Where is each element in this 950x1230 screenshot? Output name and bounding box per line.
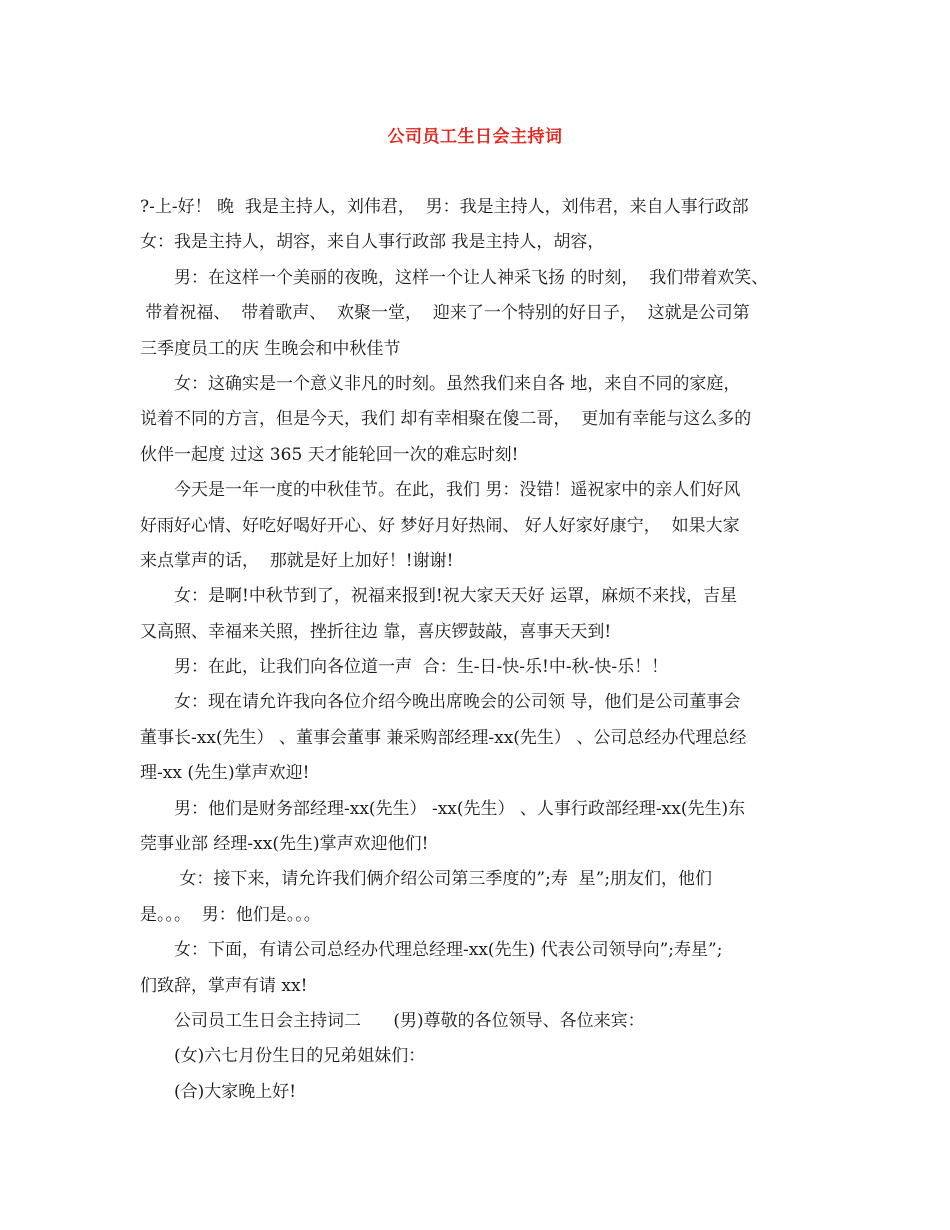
paragraph-line: 带着祝福、 带着歌声、 欢聚一堂， 迎来了一个特别的好日子， 这就是公司第 <box>140 303 750 324</box>
paragraph-line: 男：他们是财务部经理-xx(先生） -xx(先生） 、人事行政部经理-xx(先生)东 <box>174 798 746 819</box>
paragraph-line: 女：这确实是一个意义非凡的时刻。虽然我们来自各 地，来自不同的家庭， <box>174 373 741 394</box>
paragraph-line: 三季度员工的庆 生晚会和中秋佳节 <box>140 338 401 359</box>
paragraph-line: 又高照、幸福来关照，挫折往边 靠，喜庆锣鼓敲，喜事天天到! <box>140 621 612 642</box>
paragraph-line: ?-上-好！ 晚 我是主持人，刘伟君， 男：我是主持人，刘伟君，来自人事行政部 <box>140 197 749 217</box>
paragraph-line: 女：接下来，请允许我们俩介绍公司第三季度的”;寿 星”;朋友们，他们 <box>174 869 713 890</box>
paragraph-line: 莞事业部 经理-xx(先生)掌声欢迎他们! <box>140 834 429 855</box>
document-title: 公司员工生日会主持词 <box>387 127 563 147</box>
paragraph-line: 女：现在请允许我向各位介绍今晚出席晚会的公司领 导，他们是公司董事会 <box>174 692 741 713</box>
paragraph-line: 女：下面，有请公司总经办代理总经理-xx(先生) 代表公司领导向”;寿星”; <box>174 940 723 961</box>
paragraph-line: 伙伴一起度 过这 365 天才能轮回一次的难忘时刻! <box>140 444 519 465</box>
paragraph-line: 女：我是主持人，胡容，来自人事行政部 我是主持人，胡容， <box>140 232 605 253</box>
paragraph-line: 们致辞，掌声有请 xx! <box>140 975 308 996</box>
paragraph-line: 公司员工生日会主持词二 (男)尊敬的各位领导、各位来宾： <box>174 1010 645 1031</box>
paragraph-line: 女：是啊!中秋节到了，祝福来报到!祝大家天天好 运罩，麻烦不来找，吉星 <box>174 586 738 607</box>
paragraph-line: 董事长-xx(先生） 、董事会董事 兼采购部经理-xx(先生） 、公司总经办代理总经 <box>140 727 747 748</box>
paragraph-line: 说着不同的方言，但是今天，我们 却有幸相聚在傻二哥， 更加有幸能与这么多的 <box>140 409 752 430</box>
paragraph-line: 男：在这样一个美丽的夜晚，这样一个让人神采飞扬 的时刻， 我们带着欢笑、 <box>174 267 769 288</box>
paragraph-line: 好雨好心情、好吃好喝好开心、好 梦好月好热闹、 好人好家好康宁， 如果大家 <box>140 515 740 536</box>
paragraph-line: 是。。。 男：他们是。。。 <box>140 904 321 925</box>
paragraph-line: 来点掌声的话， 那就是好上加好！!谢谢! <box>140 550 454 571</box>
paragraph-line: (女)六七月份生日的兄弟姐妹们： <box>174 1046 426 1067</box>
paragraph-line: 今天是一年一度的中秋佳节。在此，我们 男：没错！遥祝家中的亲人们好风 <box>174 480 741 501</box>
paragraph-line: (合)大家晚上好! <box>174 1081 297 1102</box>
paragraph-line: 男：在此，让我们向各位道一声 合：生-日-快-乐!中-秋-快-乐！！ <box>174 657 669 678</box>
document-body <box>140 190 840 1110</box>
paragraph-line: 理-xx (先生)掌声欢迎! <box>140 763 310 784</box>
